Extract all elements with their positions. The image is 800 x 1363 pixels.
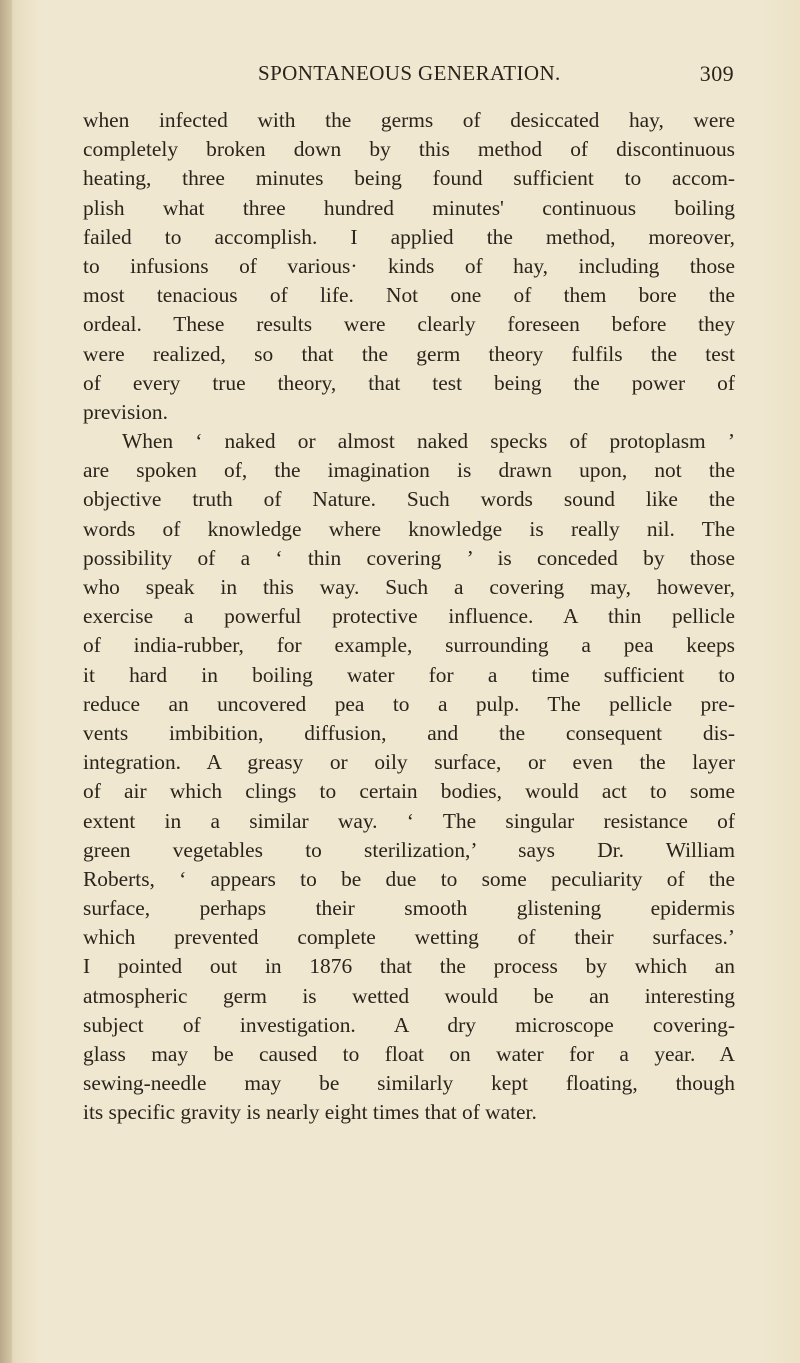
text-line: integration. A greasy or oily surface, or even the layer [83, 750, 735, 775]
text-line: who speak in this way. Such a covering may, however, [83, 575, 735, 599]
text-line: when infected with the germs of desiccated hay, were [83, 108, 735, 132]
text-line: failed to accomplish. I applied the method, moreover, [83, 224, 735, 249]
running-title: SPONTANEOUS GENERATION. [258, 61, 561, 85]
text-line: completely broken down by this method of discontinuous [83, 137, 735, 162]
text-line: most tenacious of life. Not one of them bore the [83, 283, 735, 308]
text-line: are spoken of, the imagination is drawn upon, not the [83, 458, 735, 483]
text-line: atmospheric germ is wetted would be an interesting [83, 983, 735, 1008]
text-line: of india-rubber, for example, surrounding a pea keeps [83, 633, 735, 658]
text-line: Roberts, ‘ appears to be due to some peculiarity of the [83, 866, 735, 891]
text-line: words of knowledge where knowledge is really nil. The [83, 516, 735, 541]
text-line: which prevented complete wetting of their surfaces.’ [83, 925, 735, 950]
text-line: glass may be caused to float on water for a year. A [83, 1042, 735, 1066]
text-line: sewing-needle may be similarly kept floating, though [83, 1071, 735, 1096]
text-line: were realized, so that the germ theory fulfils the test [83, 341, 735, 366]
text-line: prevision. [83, 399, 168, 424]
text-line: surface, perhaps their smooth glistening epidermis [83, 896, 735, 921]
text-line: objective truth of Nature. Such words sound like the [83, 487, 735, 512]
text-line: plish what three hundred minutes' continuous boiling [83, 195, 735, 220]
text-line: of every true theory, that test being the power of [83, 370, 735, 395]
text-line: When ‘ naked or almost naked specks of protoplasm ’ [122, 429, 735, 454]
text-line: ordeal. These results were clearly foreseen before they [83, 312, 735, 337]
page-number: 309 [699, 61, 734, 86]
text-line: to infusions of various· kinds of hay, including those [83, 253, 735, 278]
text-line: possibility of a ‘ thin covering ’ is conceded by those [83, 545, 735, 570]
body-text [83, 106, 735, 1128]
page-gutter [0, 0, 12, 1363]
text-line: extent in a similar way. ‘ The singular resistance of [83, 808, 735, 833]
text-line: I pointed out in 1876 that the process by which an [83, 954, 735, 979]
text-line: reduce an uncovered pea to a pulp. The pellicle pre- [83, 691, 735, 716]
text-line: exercise a powerful protective influence. A thin pellicle [83, 604, 735, 629]
text-line: of air which clings to certain bodies, would act to some [83, 779, 735, 804]
text-line: it hard in boiling water for a time sufficient to [83, 662, 735, 687]
text-line: heating, three minutes being found sufficient to accom- [83, 166, 735, 191]
text-line: green vegetables to sterilization,’ says Dr. William [83, 837, 735, 862]
text-line: subject of investigation. A dry microscope covering- [83, 1012, 735, 1037]
text-line: its specific gravity is nearly eight times that of water. [83, 1100, 537, 1125]
text-line: vents imbibition, diffusion, and the consequent dis- [83, 720, 735, 745]
page-header [258, 61, 734, 91]
